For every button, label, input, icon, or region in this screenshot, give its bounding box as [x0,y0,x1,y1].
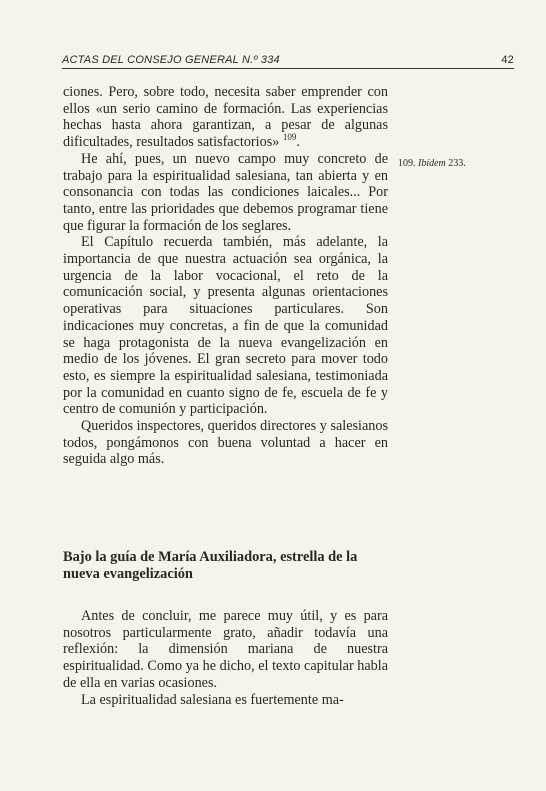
page-number: 42 [501,54,514,66]
paragraph-text: ciones. Pero, sobre todo, necesita saber emprender con ellos «un serio camino de formación. Las experiencias hechas hasta ahora garantizan, a pesar de algunas dificultades, resultados satisfactorios» [63,84,388,151]
footnote-ref: 109 [282,132,297,143]
running-header [62,54,514,66]
body-text-bottom [63,608,388,708]
margin-footnote [398,158,466,169]
section-heading: Bajo la guía de María Auxiliadora, estrella de la nueva evangelización [63,549,358,582]
footnote-number: 109. [398,158,416,169]
paragraph: Queridos inspectores, queridos directores y salesianos todos, pongámonos con buena voluntad a hacer en seguida algo más. [63,418,388,468]
paragraph: El Capítulo recuerda también, más adelante, la importancia de que nuestra actuación sea orgánica, la urgencia de la labor vocacional, el reto de la comunicación social, y presenta algunas orientaciones operativas para situaciones particulares. Son indicaciones muy concretas, a fin de que la comunidad se haga protagonista de la nueva evangelización en medio de los jóvenes. El gran secreto para mover todo esto, es siempre la espiritualidad salesiana, testimoniada por la comunidad en cuanto signo de fe, escuela de fe y centro de comunión y participación. [63,234,388,418]
footnote-source: Ibídem [418,158,446,169]
header-rule [62,68,514,69]
running-title: ACTAS DEL CONSEJO GENERAL N.º 334 [62,54,280,66]
footnote-page: 233. [448,158,466,169]
paragraph: La espiritualidad salesiana es fuertemente ma- [81,691,344,708]
paragraph: He ahí, pues, un nuevo campo muy concreto de trabajo para la espiritualidad salesiana, tan abierta y en consonancia con todas las condiciones laicales... Por tanto, entre las prioridades que debemos programar tiene que figurar la formación de los seglares. [63,150,388,234]
paragraph: Antes de concluir, me parece muy útil, y es para nosotros particularmente grato, añadir todavía una reflexión: la dimensión mariana de nuestra espiritualidad. Como ya he dicho, el texto capitular habla de ella en varias ocasiones. [63,608,388,691]
paragraph-tail: . [296,134,300,151]
body-text-top [63,84,388,468]
paragraph [63,84,388,151]
